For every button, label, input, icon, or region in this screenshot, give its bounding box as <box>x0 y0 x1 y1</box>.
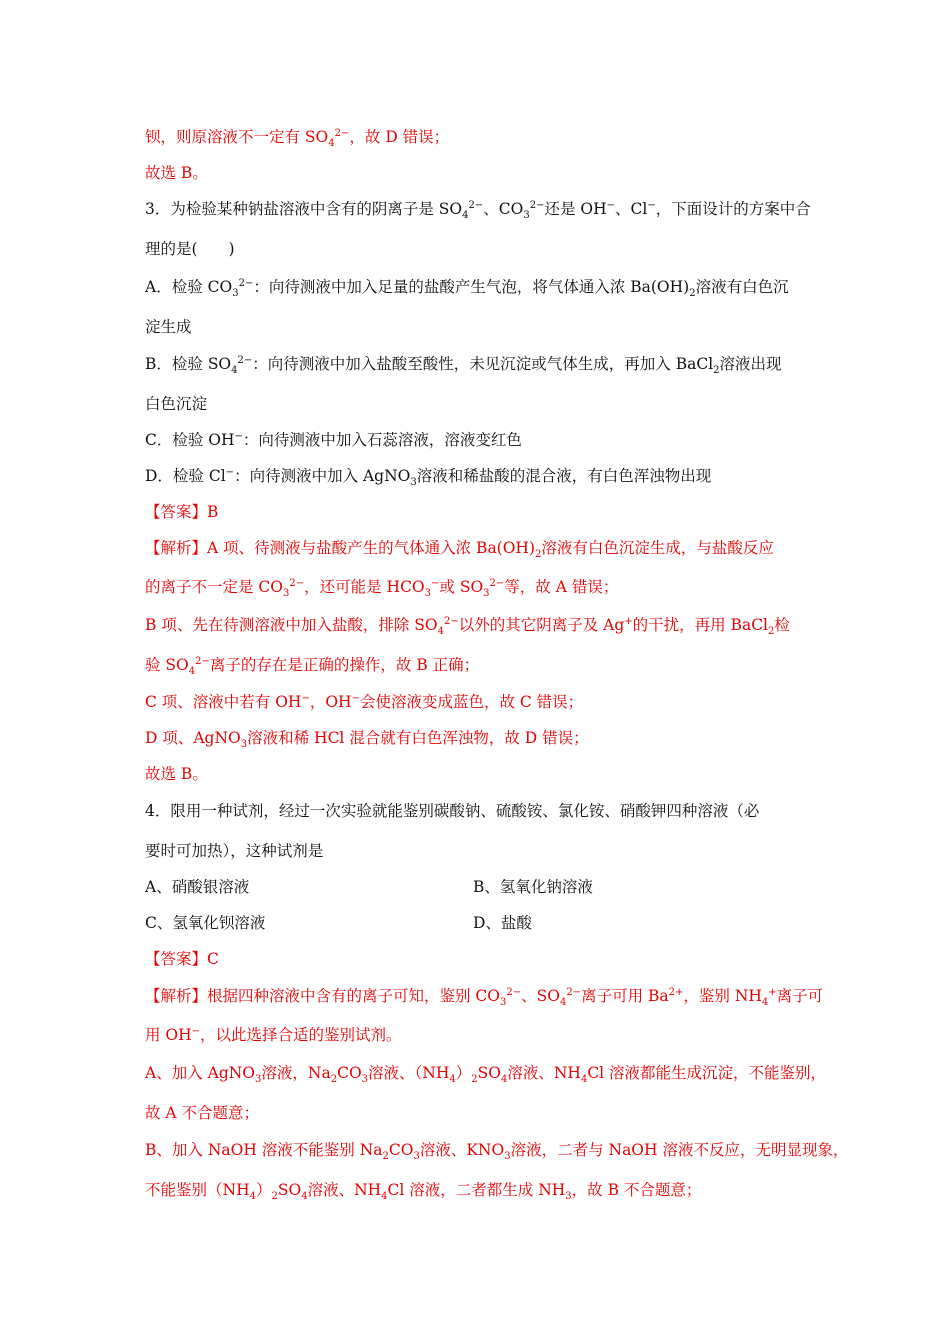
q4-option-d: D、盐酸 <box>473 914 532 932</box>
q3-explanation-line-6: D 项、AgNO$_3$溶液和稀 HCl 混合就有白色浑浊物，故 D 错误； <box>145 729 589 751</box>
q3-explanation-line-5: C 项、溶液中若有 OH−，OH−会使溶液变成蓝色，故 C 错误； <box>145 692 584 711</box>
q3-stem-line-2: 理的是( ) <box>145 240 235 258</box>
q3-explanation-line-1: 【解析】A 项、待测液与盐酸产生的气体通入浓 $Ba(OH)_2$溶液有白色沉淀生成，与盐酸反应 <box>145 539 774 561</box>
q4-option-c: C、氢氧化钡溶液 <box>145 914 266 932</box>
q2-conclusion: 故选 B。 <box>145 164 208 182</box>
q4-stem-line-2: 要时可加热），这种试剂是 <box>145 842 324 860</box>
q4-explanation-line-4: 故 A 不合题意； <box>145 1104 260 1122</box>
q4-option-a: A、硝酸银溶液 <box>145 878 250 896</box>
q4-stem-line-1: 4．限用一种试剂，经过一次实验就能鉴别碳酸钠、硫酸铵、氯化铵、硝酸钾四种溶液（必 <box>145 802 760 820</box>
q3-option-a-line-1: A．检验 $CO_3^{2-}$：向待测液中加入足量的盐酸产生气泡，将气体通入浓 $Ba(OH)_2$溶液有白色沉 <box>145 277 789 300</box>
q4-explanation-line-5: B、加入 NaOH 溶液不能鉴别 $Na_2CO_3$溶液、$KNO_3$溶液，二者与 NaOH 溶液不反应，无明显现象， <box>145 1141 849 1163</box>
q3-option-b-line-2: 白色沉淀 <box>145 395 208 413</box>
q3-option-d: D．检验 Cl−：向待测液中加入 AgNO$_3$溶液和稀盐酸的混合液，有白色浑浊物出现 <box>145 466 712 489</box>
q3-answer: 【答案】B <box>145 503 219 521</box>
q4-answer: 【答案】C <box>145 950 219 968</box>
q3-option-c: C．检验 OH−：向待测液中加入石蕊溶液，溶液变红色 <box>145 430 522 449</box>
q3-option-b-line-1: B．检验 $SO_4^{2-}$：向待测液中加入盐酸至酸性，未见沉淀或气体生成，再加入 BaCl$_2$溶液出现 <box>145 354 782 377</box>
q4-options-row-2 <box>145 912 532 934</box>
q4-options-row-1 <box>145 876 593 898</box>
q3-stem-line-1: 3．为检验某种钠盐溶液中含有的阴离子是 $SO_4^{2-}$、$CO_3^{2-}$还是 OH−、Cl−，下面设计的方案中合 <box>145 199 811 222</box>
q4-explanation-line-6: 不能鉴别$(NH_4)_2SO_4$溶液、$NH_4Cl$ 溶液，二者都生成 $NH_3$，故 B 不合题意； <box>145 1181 702 1203</box>
q3-option-a-line-2: 淀生成 <box>145 318 192 336</box>
q3-explanation-line-2: 的离子不一定是 $CO_3^{2-}$，还可能是 $HCO_3^-$或 $SO_3^{2-}$等，故 A 错误； <box>145 577 619 600</box>
q3-explanation-line-4: 验 $SO_4^{2-}$离子的存在是正确的操作，故 B 正确； <box>145 655 480 678</box>
q3-explanation-line-3: B 项、先在待测溶液中加入盐酸，排除 $SO_4^{2-}$以外的其它阴离子及 Ag+的干扰，再用 BaCl$_2$检 <box>145 615 790 638</box>
q3-conclusion: 故选 B。 <box>145 765 208 783</box>
q4-explanation-line-2: 用 OH−，以此选择合适的鉴别试剂。 <box>145 1025 402 1044</box>
q4-explanation-line-1: 【解析】根据四种溶液中含有的离子可知，鉴别 $CO_3^{2-}$、$SO_4^{2-}$离子可用 $Ba^{2+}$，鉴别 $NH_4^+$离子可 <box>145 986 824 1009</box>
q4-explanation-line-3: A、加入 AgNO$_3$溶液，$Na_2CO_3$溶液、$(NH_4)_2SO_4$溶液、$NH_4Cl$ 溶液都能生成沉淀，不能鉴别， <box>145 1064 827 1086</box>
q4-option-b: B、氢氧化钠溶液 <box>473 878 593 896</box>
q2-explanation-line: 钡，则原溶液不一定有 $SO_4^{2-}$，故 D 错误； <box>145 127 450 150</box>
